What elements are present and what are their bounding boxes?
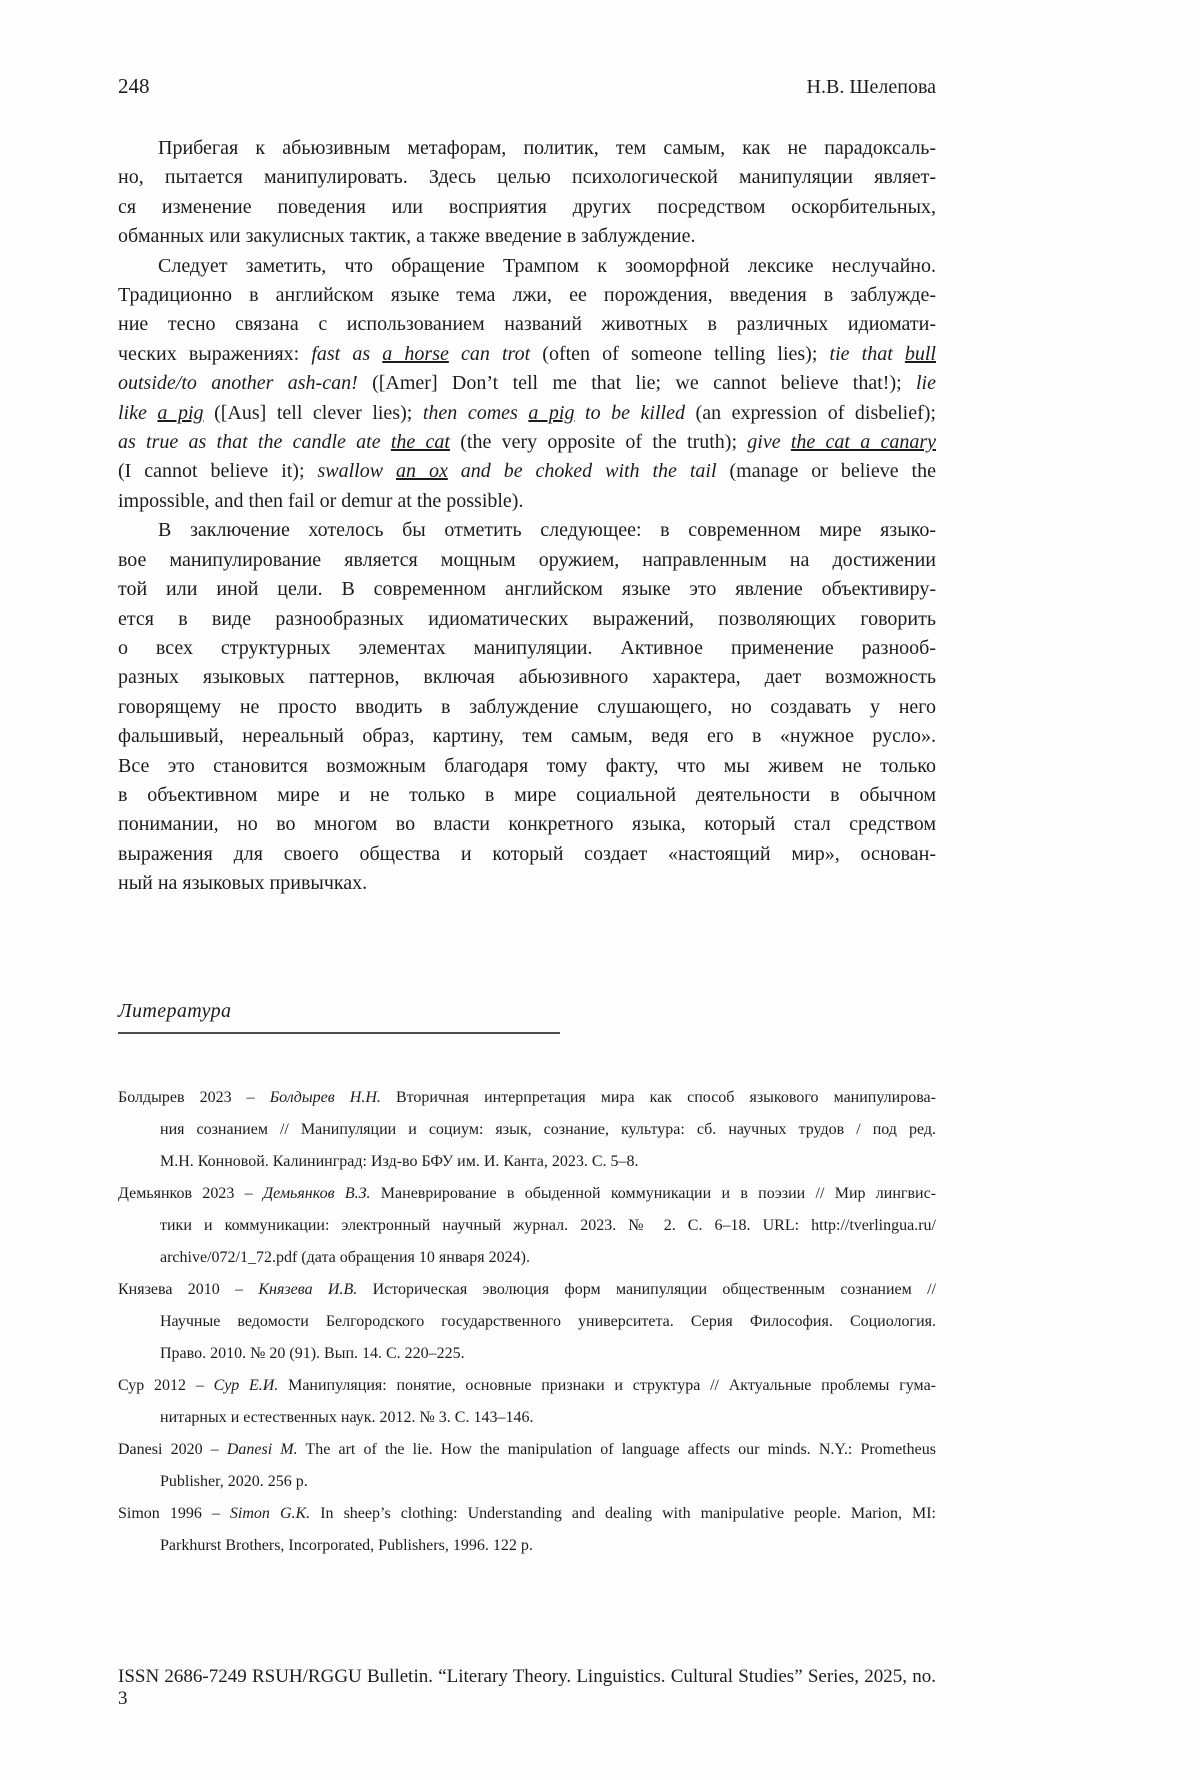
heading-rule xyxy=(118,1032,560,1034)
text-line: нитарных и естественных наук. 2012. № 3. С. 143–146. xyxy=(160,1409,534,1426)
reference-entry xyxy=(118,1082,936,1178)
text-line: Сур 2012 – Сур Е.И. Манипуляция: понятие, основные признаки и структура // Актуальные проблемы гума- xyxy=(118,1377,936,1394)
text-line: as true as that the candle ate the cat (the very opposite of the truth); give the cat a canary xyxy=(118,431,936,454)
page-footer xyxy=(118,1666,936,1710)
text-line: Прибегая к абьюзивным метафорам, политик, тем самым, как не парадоксаль- xyxy=(158,137,936,159)
text-line: М.Н. Конновой. Калининград: Изд-во БФУ им. И. Канта, 2023. С. 5–8. xyxy=(160,1153,639,1170)
text-line: фальшивый, нереальный образ, картину, тем самым, ведя его в «нужное русло». xyxy=(118,725,936,748)
text-line: like a pig ([Aus] tell clever lies); then comes a pig to be killed (an expression of disbelief); xyxy=(118,401,936,424)
reference-entry xyxy=(118,1434,936,1498)
reference-entry xyxy=(118,1370,936,1434)
references-list xyxy=(118,1082,936,1562)
text-line: Следует заметить, что обращение Трампом к зооморфной лексике неслучайно. xyxy=(158,254,936,277)
paragraph xyxy=(118,134,936,252)
text-line: Все это становится возможным благодаря тому факту, что мы живем не только xyxy=(118,754,936,777)
paragraph xyxy=(118,252,936,517)
text-line: ся изменение поведения или восприятия других посредством оскорбительных, xyxy=(118,195,936,218)
article-body xyxy=(118,134,936,899)
running-head-author: Н.В. Шелепова xyxy=(806,76,936,98)
text-line: в объективном мире и не только в мире социальной деятельности в обычном xyxy=(118,783,936,806)
text-line: Право. 2010. № 20 (91). Вып. 14. С. 220–225. xyxy=(160,1345,465,1362)
text-line: тики и коммуникации: электронный научный журнал. 2023. № 2. С. 6–18. URL: http://tverlingua.ru/ xyxy=(160,1217,936,1234)
text-line: archive/072/1_72.pdf (дата обращения 10 января 2024). xyxy=(160,1249,530,1266)
reference-entry xyxy=(118,1498,936,1562)
paragraph xyxy=(118,516,936,898)
page-header xyxy=(118,74,936,99)
text-line: В заключение хотелось бы отметить следующее: в современном мире языко- xyxy=(158,519,936,542)
text-line: но, пытается манипулировать. Здесь целью психологической манипуляции являет- xyxy=(118,166,936,189)
text-line: Князева 2010 – Князева И.В. Историческая эволюция форм манипуляции общественным сознанием // xyxy=(118,1281,936,1298)
text-line: impossible, and then fail or demur at the possible). xyxy=(118,489,524,512)
text-line: говорящему не просто вводить в заблуждение слушающего, но создавать у него xyxy=(118,695,936,718)
footer-text: ISSN 2686-7249 RSUH/RGGU Bulletin. “Literary Theory. Linguistics. Cultural Studies” Series, 2025, no. 3 xyxy=(118,1666,936,1709)
reference-entry xyxy=(118,1274,936,1370)
text-line: понимании, но во многом во власти конкретного языка, который стал средством xyxy=(118,813,936,836)
text-line: выражения для своего общества и который создает «настоящий мир», основан- xyxy=(118,842,936,865)
text-line: outside/to another ash-can! ([Amer] Don’t tell me that lie; we cannot believe that!); lie xyxy=(118,372,936,395)
page-number: 248 xyxy=(118,74,150,98)
text-line: Simon 1996 – Simon G.K. In sheep’s clothing: Understanding and dealing with manipulative people. Marion, MI: xyxy=(118,1505,936,1522)
text-line: Parkhurst Brothers, Incorporated, Publishers, 1996. 122 p. xyxy=(160,1537,533,1554)
text-line: ческих выражениях: fast as a horse can trot (often of someone telling lies); tie that bull xyxy=(118,342,936,365)
text-line: о всех структурных элементах манипуляции. Активное применение разнооб- xyxy=(118,636,936,659)
text-line: Publisher, 2020. 256 p. xyxy=(160,1473,308,1490)
references-section-header xyxy=(118,1000,936,1034)
text-line: Danesi 2020 – Danesi M. The art of the lie. How the manipulation of language affects our minds. N.Y.: Prometheus xyxy=(118,1441,936,1458)
text-line: (I cannot believe it); swallow an ox and be choked with the tail (manage or believe the xyxy=(118,460,936,483)
reference-entry xyxy=(118,1178,936,1274)
text-line: Болдырев 2023 – Болдырев Н.Н. Вторичная интерпретация мира как способ языкового манипулирова- xyxy=(118,1089,936,1106)
references-heading: Литература xyxy=(118,1000,232,1022)
text-line: ется в виде разнообразных идиоматических выражений, позволяющих говорить xyxy=(118,607,936,630)
text-line: ние тесно связана с использованием названий животных в различных идиомати- xyxy=(118,313,936,336)
text-line: ный на языковых привычках. xyxy=(118,872,368,895)
text-line: вое манипулирование является мощным оружием, направленным на достижении xyxy=(118,548,936,571)
text-line: Традиционно в английском языке тема лжи, ее порождения, введения в заблужде- xyxy=(118,284,936,307)
text-line: разных языковых паттернов, включая абьюзивного характера, дает возможность xyxy=(118,666,936,689)
text-line: той или иной цели. В современном английском языке это явление объективиру- xyxy=(118,578,936,601)
text-line: Демьянков 2023 – Демьянков В.З. Маневрирование в обыденной коммуникации и в поэзии // Мир лингвис- xyxy=(118,1185,936,1202)
text-line: Научные ведомости Белгородского государственного университета. Серия Философия. Социология. xyxy=(160,1313,936,1330)
text-line: обманных или закулисных тактик, а также введение в заблуждение. xyxy=(118,225,696,248)
text-line: ния сознанием // Манипуляции и социум: язык, сознание, культура: сб. научных трудов / под ред. xyxy=(160,1121,936,1138)
